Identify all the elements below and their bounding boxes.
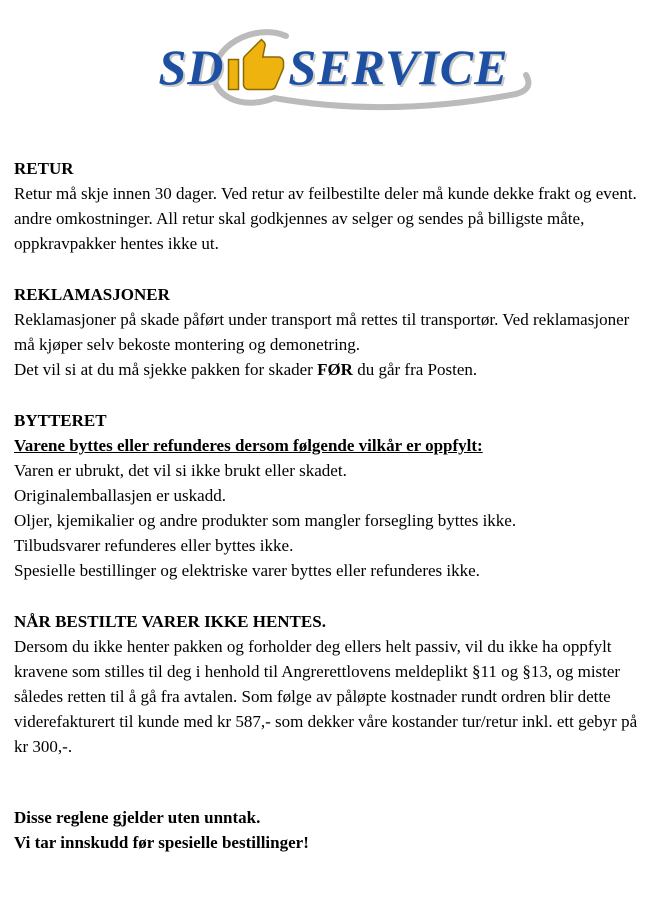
footer-line-1: Disse reglene gjelder uten unntak.	[14, 808, 261, 827]
retur-heading: RETUR	[14, 159, 74, 178]
ikke-hentes-paragraph: Dersom du ikke henter pakken og forholder deg ellers helt passiv, vil du ikke ha oppfylt kravene som stilles til deg i henhold til Angrerettlovens meldeplikt §11 og §13, og mister således retten til å gå fra avtalen. Som følge av påløpte kostnader rundt ordren blir dette viderefakturert til kunde med kr 587,- som dekker våre kostander tur/retur inkl. ett gebyr på kr 300,-.	[14, 637, 638, 756]
footer-line-2: Vi tar innskudd før spesielle bestillinger!	[14, 833, 309, 852]
reklamasjoner-paragraph: Reklamasjoner på skade påført under transport må rettes til transportør. Ved reklamasjoner må kjøper selv bekoste montering og demonetring.	[14, 310, 630, 354]
reklamasjoner-note	[14, 357, 649, 382]
section-ikke-hentes	[14, 609, 649, 759]
retur-paragraph: Retur må skje innen 30 dager. Ved retur av feilbestilte deler må kunde dekke frakt og event. andre omkostninger. All retur skal godkjennes av selger og sendes på billigste måte, oppkravpakker hentes ikke ut.	[14, 184, 637, 253]
ikke-hentes-heading: NÅR BESTILTE VARER IKKE HENTES.	[14, 612, 326, 631]
logo-text-sd: SD	[158, 39, 225, 95]
document-body	[0, 156, 667, 855]
section-retur	[14, 156, 649, 256]
thumbs-up-icon	[226, 37, 286, 97]
bytteret-item: Oljer, kjemikalier og andre produkter som mangler forsegling byttes ikke.	[14, 511, 517, 530]
section-reklamasjoner	[14, 282, 649, 382]
logo-row	[114, 22, 554, 112]
bytteret-item: Varen er ubrukt, det vil si ikke brukt eller skadet.	[14, 461, 347, 480]
bytteret-heading: BYTTERET	[14, 411, 107, 430]
bytteret-intro: Varene byttes eller refunderes dersom følgende vilkår er oppfylt:	[14, 436, 483, 455]
reklamasjoner-note-pre: Det vil si at du må sjekke pakken for skader	[14, 360, 318, 379]
logo	[114, 22, 554, 112]
section-bytteret	[14, 408, 649, 583]
reklamasjoner-note-post: du går fra Posten.	[352, 360, 478, 379]
reklamasjoner-heading: REKLAMASJONER	[14, 285, 170, 304]
footer-rules	[14, 805, 649, 855]
reklamasjoner-note-bold: FØR	[317, 360, 353, 379]
bytteret-item: Tilbudsvarer refunderes eller byttes ikke.	[14, 536, 294, 555]
bytteret-item: Originalemballasjen er uskadd.	[14, 486, 226, 505]
bytteret-item: Spesielle bestillinger og elektriske varer byttes eller refunderes ikke.	[14, 561, 480, 580]
logo-text-service: SERVICE	[288, 39, 509, 95]
